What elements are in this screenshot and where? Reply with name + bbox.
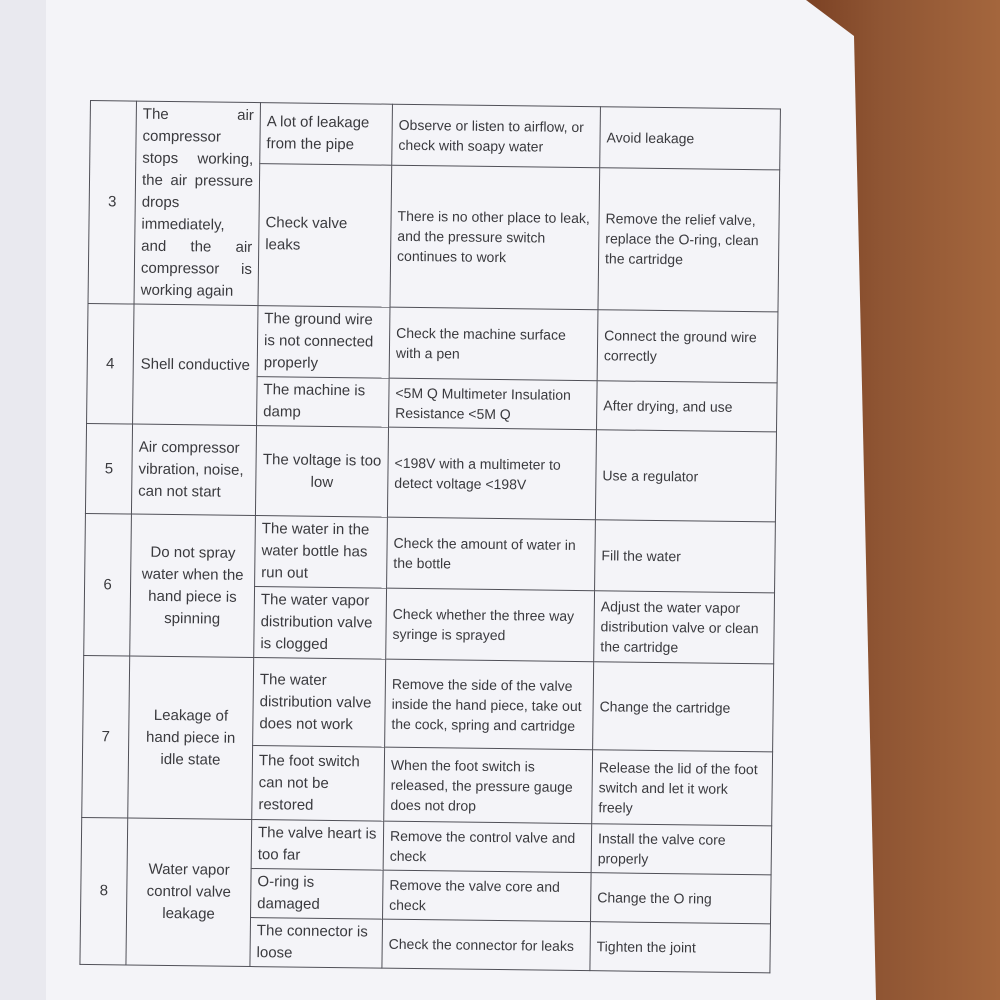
solution-cell: Adjust the water vapor distribution valve or clean the cartridge bbox=[594, 591, 775, 664]
cause-cell: The foot switch can not be restored bbox=[252, 746, 385, 822]
check-cell: <198V with a multimeter to detect voltage <198V bbox=[387, 427, 596, 520]
troubleshooting-table bbox=[79, 100, 781, 973]
cause-cell: Check valve leaks bbox=[258, 163, 392, 307]
underlying-page-edge bbox=[0, 0, 51, 1000]
solution-cell: Tighten the joint bbox=[590, 922, 771, 973]
cause-cell: The voltage is too low bbox=[255, 426, 388, 518]
table-row bbox=[85, 423, 776, 521]
check-cell: Check whether the three way syringe is sprayed bbox=[386, 588, 595, 662]
solution-cell: Remove the relief valve, replace the O-ring, clean the cartridge bbox=[598, 167, 780, 312]
table-row bbox=[87, 303, 778, 382]
solution-cell: Avoid leakage bbox=[600, 107, 781, 170]
table-row bbox=[83, 655, 774, 751]
fault-description: The air compressor stops working, the air pressure drops immediately, and the air compressor is working again bbox=[134, 101, 260, 305]
fault-description: Water vapor control valve leakage bbox=[126, 818, 252, 967]
fault-number: 6 bbox=[84, 513, 132, 656]
solution-cell: Change the O ring bbox=[590, 873, 771, 924]
solution-cell: Use a regulator bbox=[595, 430, 776, 522]
fault-number: 4 bbox=[87, 303, 134, 424]
solution-cell: Fill the water bbox=[595, 520, 776, 593]
solution-cell: Release the lid of the foot switch and let it work freely bbox=[592, 750, 773, 826]
check-cell: Remove the control valve and check bbox=[383, 821, 592, 873]
fault-description: Shell conductive bbox=[133, 304, 258, 426]
table-row bbox=[81, 817, 772, 874]
check-cell: <5M Q Multimeter Insulation Resistance <5M Q bbox=[389, 378, 598, 430]
cause-cell: The connector is loose bbox=[250, 918, 383, 969]
check-cell: Remove the valve core and check bbox=[383, 870, 592, 922]
fault-description: Do not spray water when the hand piece is spinning bbox=[130, 514, 256, 658]
solution-cell: Connect the ground wire correctly bbox=[597, 310, 778, 383]
cause-cell: The water in the water bottle has run out bbox=[255, 516, 388, 589]
check-cell: Check the amount of water in the bottle bbox=[387, 517, 596, 591]
check-cell: Check the connector for leaks bbox=[382, 919, 591, 971]
troubleshooting-table-wrap bbox=[80, 100, 805, 962]
table-row bbox=[85, 513, 776, 592]
cause-cell: The water vapor distribution valve is clogged bbox=[254, 587, 387, 660]
fault-number: 8 bbox=[80, 817, 128, 965]
solution-cell: After drying, and use bbox=[597, 381, 778, 432]
cause-cell: The water distribution valve does not work bbox=[253, 658, 386, 748]
cause-cell: The valve heart is too far bbox=[251, 820, 384, 871]
fault-number: 7 bbox=[82, 655, 130, 818]
fault-description: Leakage of hand piece in idle state bbox=[128, 656, 254, 820]
cause-cell: A lot of leakage from the pipe bbox=[260, 103, 393, 165]
check-cell: Observe or listen to airflow, or check with soapy water bbox=[392, 104, 601, 167]
table-row bbox=[90, 101, 781, 170]
solution-cell: Change the cartridge bbox=[593, 662, 774, 752]
fault-number: 3 bbox=[88, 101, 136, 305]
solution-cell: Install the valve core properly bbox=[591, 824, 772, 875]
check-cell: When the foot switch is released, the pressure gauge does not drop bbox=[384, 747, 593, 824]
check-cell: Remove the side of the valve inside the hand piece, take out the cock, spring and cartridge bbox=[385, 659, 594, 750]
cause-cell: The machine is damp bbox=[257, 377, 390, 428]
check-cell: There is no other place to leak, and the pressure switch continues to work bbox=[390, 165, 600, 310]
fault-number: 5 bbox=[85, 423, 132, 514]
check-cell: Check the machine surface with a pen bbox=[389, 307, 598, 381]
fault-description: Air compressor vibration, noise, can not start bbox=[131, 424, 256, 516]
cause-cell: The ground wire is not connected properly bbox=[257, 306, 390, 379]
cause-cell: O-ring is damaged bbox=[251, 869, 384, 920]
